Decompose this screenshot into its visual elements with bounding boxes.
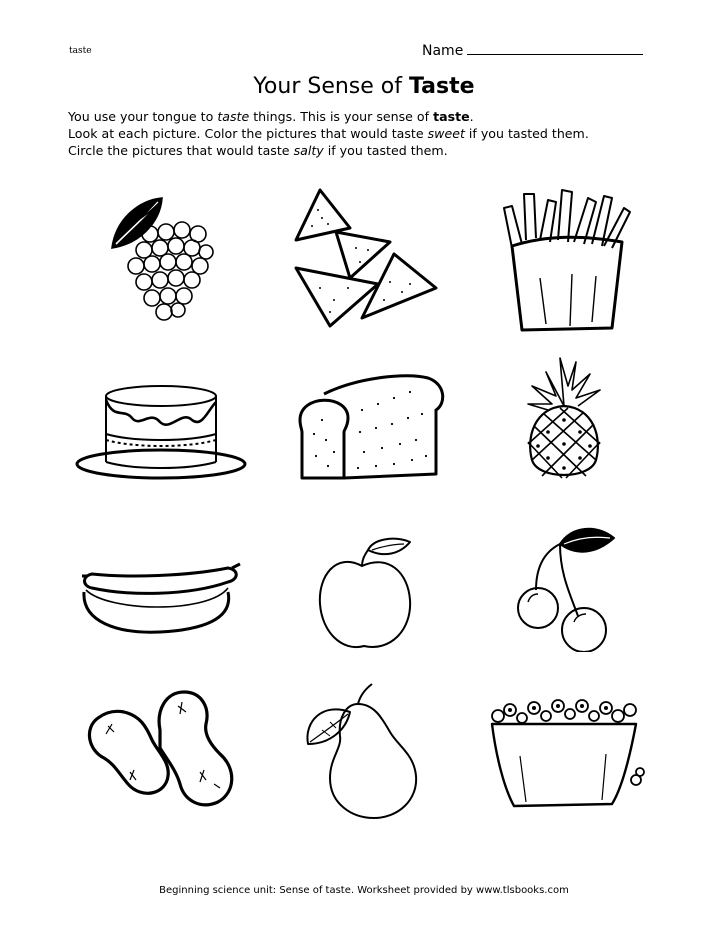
- instruction-emphasis: taste: [217, 109, 250, 124]
- instruction-emphasis: sweet: [427, 126, 465, 141]
- instruction-text: if you tasted them.: [464, 126, 589, 141]
- instructions: [68, 108, 589, 159]
- tortilla-chips-icon[interactable]: [290, 188, 440, 330]
- title-prefix: Your Sense of: [253, 74, 403, 99]
- instruction-text: Circle the pictures that would taste: [68, 143, 294, 158]
- footer-credit: Beginning science unit: Sense of taste. Worksheet provided by www.tlsbooks.com: [159, 885, 569, 896]
- instruction-line-1: [68, 108, 589, 125]
- apple-icon[interactable]: [316, 536, 414, 652]
- corner-tag: taste: [69, 46, 92, 56]
- instruction-emphasis: salty: [293, 143, 324, 158]
- instruction-text: if you tasted them.: [323, 143, 448, 158]
- pineapple-icon[interactable]: [524, 356, 604, 486]
- title-bold: Taste: [409, 74, 475, 99]
- hot-dog-icon[interactable]: [78, 552, 242, 636]
- bread-loaf-icon[interactable]: [296, 370, 446, 482]
- grapes-icon[interactable]: [104, 190, 216, 324]
- instruction-line-2: [68, 125, 589, 142]
- peanuts-icon[interactable]: [82, 688, 238, 810]
- french-fries-icon[interactable]: [500, 188, 632, 334]
- popcorn-bowl-icon[interactable]: [490, 696, 646, 808]
- instruction-strong: taste: [433, 109, 470, 124]
- instruction-text: .: [469, 109, 474, 124]
- page-title: [0, 74, 728, 99]
- instruction-line-3: [68, 142, 589, 159]
- instruction-text: You use your tongue to: [68, 109, 218, 124]
- name-blank-line: [467, 42, 643, 55]
- name-field: [422, 42, 643, 59]
- name-label: Name: [422, 43, 464, 59]
- cake-icon[interactable]: [74, 380, 248, 482]
- cherries-icon[interactable]: [516, 524, 616, 652]
- instruction-text: Look at each picture. Color the pictures that would taste: [68, 126, 428, 141]
- pear-icon[interactable]: [302, 682, 420, 820]
- instruction-text: things. This is your sense of: [249, 109, 434, 124]
